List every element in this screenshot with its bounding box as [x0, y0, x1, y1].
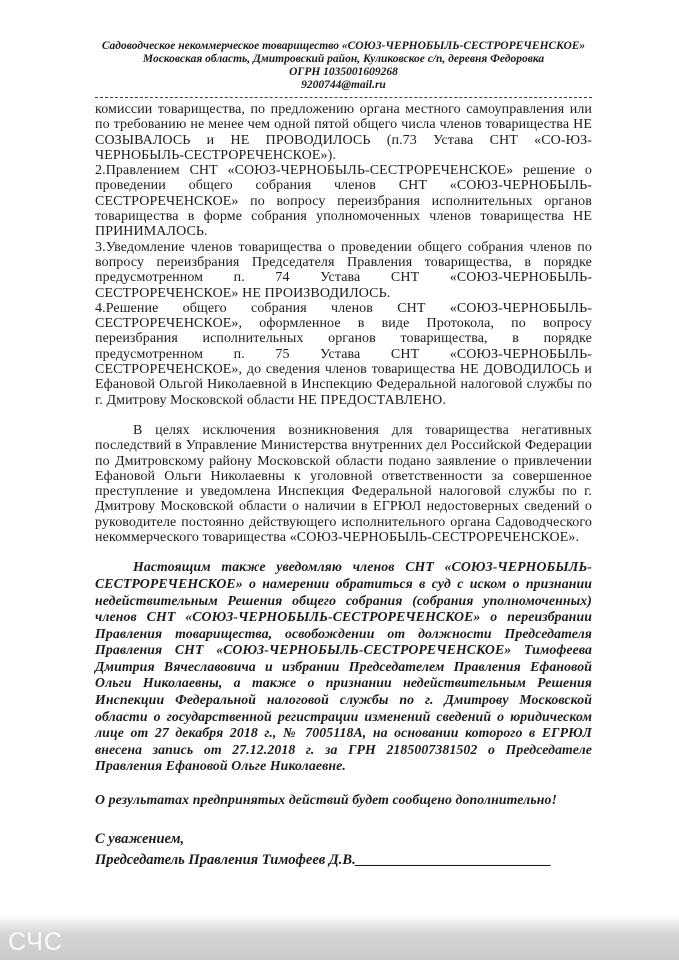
signature-block — [95, 829, 592, 871]
signature-salutation: С уважением, — [95, 830, 185, 847]
letterhead — [95, 0, 592, 92]
org-email: 9200744@mail.ru — [301, 79, 386, 91]
letter-body — [95, 98, 592, 871]
signature-row — [95, 850, 592, 871]
org-address: Московская область, Дмитровский район, Куликовское с/п, деревня Федоровка — [142, 53, 545, 65]
org-name: Садоводческое некоммерческое товарищество «СОЮЗ-ЧЕРНОБЫЛЬ-СЕСТРОРЕЧЕНСКОЕ» — [101, 40, 586, 52]
watermark-text: СЧС — [8, 928, 63, 956]
paragraph-item-2: 2.Правлением СНТ «СОЮЗ-ЧЕРНОБЫЛЬ-СЕСТРОРЕЧЕНСКОЕ» решение о проведении общего собрания членов СНТ «СОЮЗ-ЧЕРНОБЫЛЬ-СЕСТРОРЕЧЕНСКОЕ» по вопросу переизбрания исполнительных органов товарищества в форме собрания уполномоченных членов товарищества НЕ ПРИНИМАЛОСЬ. — [95, 163, 592, 240]
paragraph-results-note: О результатах предпринятых действий будет сообщено дополнительно! — [95, 792, 557, 808]
paragraph-commission-continuation: комиссии товарищества, по предложению органа местного самоуправления или по требованию не менее чем одной пятой общего числа членов товарищества НЕ СОЗЫВАЛОСЬ и НЕ ПРОВОДИЛОСЬ (п.73 Устава СНТ «СО-ЮЗ-ЧЕРНОБЫЛЬ-СЕСТРОРЕЧЕНСКОЕ»). — [95, 102, 592, 163]
signature-name: Председатель Правления Тимофеев Д.В. — [95, 851, 356, 868]
paragraph-item-3: 3.Уведомление членов товарищества о проведении общего собрания членов по вопросу переизбрания Председателя Правления товарищества, в порядке предусмотренном п. 74 Устава СНТ «СОЮЗ-ЧЕРНОБЫЛЬ-СЕСТРОРЕЧЕНСКОЕ» НЕ ПРОИЗВОДИЛОСЬ. — [95, 239, 592, 301]
paragraph-lawsuit-notice: Настоящим также уведомляю членов СНТ «СОЮЗ-ЧЕРНОБЫЛЬ-СЕСТРОРЕЧЕНСКОЕ» о намерении обратиться в суд с иском о признании недействительным Решения общего собрания (собрания уполномоченных) членов СНТ «СОЮЗ-ЧЕРНОБЫЛЬ-СЕСТРОРЕЧЕНСКОЕ» о переизбрании Правления товарищества, освобождении от должности Председателя Правления СНТ «СОЮЗ-ЧЕРНОБЫЛЬ-СЕСТРОРЕЧЕНСКОЕ» Тимофеева Дмитрия Вячеславовича и избрании Председателем Правления Ефановой Ольги Николаевны, а также о признании недействительным Решения Инспекции Федеральной налоговой службы по г. Дмитрову Московской области о государственной регистрации изменений сведений о юридическом лице от 27 декабря 2018 г., № 7005118А, на основании которого в ЕГРЮЛ внесена запись от 27.12.2018 г. за ГРН 2185007381502 о Председателе Правления Ефановой Ольге Николаевне. — [95, 559, 592, 774]
org-ogrn: ОГРН 1035001609268 — [289, 66, 398, 78]
paragraph-measures-taken: В целях исключения возникновения для товарищества негативных последствий в Управление Министерства внутренних дел Российской Федерации по Дмитровскому району Московской области подано заявление о привлечении Ефановой Ольги Николаевны к уголовной ответственности за совершенное преступление и уведомлена Инспекция Федеральной налоговой службы по г. Дмитрову Московской области о наличии в ЕГРЮЛ недостоверных сведений о руководителе постоянно действующего исполнительного органа Садоводческого некоммерческого товарищества «СОЮЗ-ЧЕРНОБЫЛЬ-СЕСТРОРЕЧЕНСКОЕ». — [95, 422, 592, 546]
signature-blank-line: ___________________________ — [355, 851, 552, 868]
scan-edge-band — [0, 914, 679, 960]
paragraph-item-4: 4.Решение общего собрания членов СНТ «СОЮЗ-ЧЕРНОБЫЛЬ-СЕСТРОРЕЧЕНСКОЕ», оформленное в виде Протокола, по вопросу переизбрания исполнительных органов товарищества, в порядке предусмотренном п. 75 Устава СНТ «СОЮЗ-ЧЕРНОБЫЛЬ-СЕСТРОРЕЧЕНСКОЕ», до сведения членов товарищества НЕ ДОВОДИЛОСЬ и Ефановой Ольгой Николаевной в Инспекцию Федеральной налоговой службы по г. Дмитрову Московской области НЕ ПРЕДОСТАВЛЕНО. — [95, 300, 592, 408]
